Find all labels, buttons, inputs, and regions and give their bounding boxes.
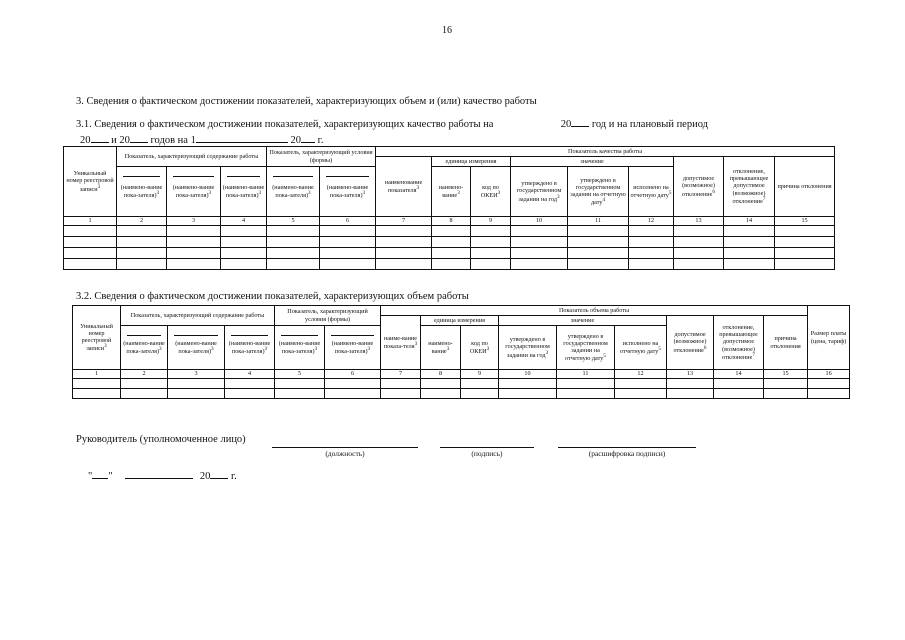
section-3-title: 3. Сведения о фактическом достижении показателей, характеризующих объем и (или) качество работы <box>76 96 537 107</box>
empty-cell <box>775 248 835 259</box>
empty-cell <box>167 259 221 270</box>
empty-cell <box>121 389 168 399</box>
empty-cell <box>461 379 499 389</box>
empty-cell <box>267 259 320 270</box>
year-blank <box>210 468 228 479</box>
s31-period-b: и 20 <box>111 135 130 146</box>
col-sub-name: (наимено-вание пока-зателя)$^3$ <box>325 326 381 370</box>
col-unique: Уникальный номер реестровой записи$^3$ <box>64 147 117 217</box>
empty-cell <box>511 259 568 270</box>
col-quality: Показатель качества работы <box>376 147 835 157</box>
col-sub-name: (наимено-вание пока-зателя)$^3$ <box>225 326 275 370</box>
column-number: 15 <box>775 217 835 226</box>
table-row <box>64 259 835 270</box>
column-number-row <box>64 217 835 226</box>
empty-cell <box>225 389 275 399</box>
empty-cell <box>674 226 724 237</box>
position-line <box>272 447 418 448</box>
empty-cell <box>471 226 511 237</box>
empty-cell <box>325 379 381 389</box>
empty-cell <box>568 237 629 248</box>
empty-cell <box>775 259 835 270</box>
empty-cell <box>764 389 808 399</box>
s31-period-line <box>80 132 323 146</box>
empty-cell <box>117 237 167 248</box>
empty-cell <box>471 259 511 270</box>
empty-cell <box>221 248 267 259</box>
column-number: 13 <box>667 370 714 379</box>
empty-cell <box>667 379 714 389</box>
empty-cell <box>121 379 168 389</box>
empty-cell <box>376 248 432 259</box>
empty-cell <box>320 226 376 237</box>
column-number-row <box>73 370 850 379</box>
col-content: Показатель, характеризующий содержание работы <box>117 147 267 167</box>
empty-cell <box>808 389 850 399</box>
empty-cell <box>511 237 568 248</box>
date-line <box>88 468 237 482</box>
column-number: 8 <box>432 217 471 226</box>
empty-cell <box>674 237 724 248</box>
empty-cell <box>325 389 381 399</box>
empty-cell <box>167 226 221 237</box>
empty-cell <box>568 226 629 237</box>
column-number: 9 <box>471 217 511 226</box>
s31-period-e: г. <box>317 135 324 146</box>
empty-cell <box>568 259 629 270</box>
empty-cell <box>421 389 461 399</box>
col-unit-name: наимено-вание$^3$ <box>432 167 471 217</box>
column-number: 2 <box>117 217 167 226</box>
col-sub-name: (наимено-вание пока-зателя)$^3$ <box>121 326 168 370</box>
column-number: 5 <box>275 370 325 379</box>
col-okei: код по ОКЕИ$^3$ <box>461 326 499 370</box>
s31-title-text: 3.1. Сведения о фактическом достижении показателей, характеризующих качество работы на <box>76 119 494 130</box>
empty-cell <box>221 259 267 270</box>
empty-cell <box>461 389 499 399</box>
s32-title: 3.2. Сведения о фактическом достижении показателей, характеризующих объем работы <box>76 291 469 302</box>
empty-cell <box>167 237 221 248</box>
empty-cell <box>557 389 615 399</box>
empty-cell <box>674 248 724 259</box>
empty-cell <box>511 248 568 259</box>
empty-cell <box>73 389 121 399</box>
empty-cell <box>221 226 267 237</box>
s31-period-c: годов на 1 <box>150 135 196 146</box>
empty-cell <box>629 259 674 270</box>
empty-cell <box>775 226 835 237</box>
empty-cell <box>267 248 320 259</box>
col-approved-year: утверждено в государственном задании на год$^3$ <box>511 167 568 217</box>
col-approved-year: утверждено в государственном задании на год$^3$ <box>499 326 557 370</box>
empty-cell <box>320 248 376 259</box>
empty-cell <box>421 379 461 389</box>
s31-title <box>76 116 708 130</box>
column-number: 1 <box>73 370 121 379</box>
empty-cell <box>568 248 629 259</box>
column-number: 11 <box>557 370 615 379</box>
page-number: 16 <box>442 25 452 36</box>
col-done: исполнено на отчетную дату$^5$ <box>615 326 667 370</box>
signature-caption: (подпись) <box>471 449 503 458</box>
col-exceed: отклонение, превышающее допустимое (возможное) отклонение$^7$ <box>714 316 764 370</box>
position-caption: (должность) <box>325 449 365 458</box>
column-number: 7 <box>381 370 421 379</box>
empty-cell <box>629 226 674 237</box>
empty-cell <box>471 248 511 259</box>
empty-cell <box>267 226 320 237</box>
empty-cell <box>320 259 376 270</box>
date-suffix: г. <box>230 471 237 482</box>
col-approved-date: утверждено в государственном задании на отчетную дату$^5$ <box>557 326 615 370</box>
empty-cell <box>64 237 117 248</box>
col-name-indicator: наиме-вание показа-теля$^3$ <box>381 316 421 370</box>
column-number: 10 <box>499 370 557 379</box>
col-name-indicator: наименование показателя$^3$ <box>376 157 432 217</box>
col-volume: Показатель объема работы <box>381 306 808 316</box>
date-quote-close: " <box>108 471 113 482</box>
column-number: 9 <box>461 370 499 379</box>
empty-cell <box>764 379 808 389</box>
col-exceed: отклонение, превышающее допустимое (возможное) отклонение$^7$ <box>724 157 775 217</box>
s31-period-d: 20 <box>290 135 301 146</box>
s31-year-prefix: 20 <box>560 119 572 130</box>
col-unique: Уникальный номер реестровой записи$^3$ <box>73 306 121 370</box>
empty-cell <box>267 237 320 248</box>
day-blank <box>92 468 108 479</box>
empty-cell <box>381 379 421 389</box>
col-sub-name: (наимено-вание пока-зателя)$^3$ <box>168 326 225 370</box>
col-okei: код по ОКЕИ$^3$ <box>471 167 511 217</box>
blank <box>130 132 148 143</box>
s31-period-a: 20 <box>80 135 91 146</box>
table-row <box>73 389 850 399</box>
table-row <box>64 226 835 237</box>
empty-cell <box>167 248 221 259</box>
column-number: 14 <box>714 370 764 379</box>
s31-year-suffix: год и на плановый период <box>591 119 709 130</box>
empty-cell <box>376 226 432 237</box>
empty-cell <box>381 389 421 399</box>
month-blank <box>125 468 193 479</box>
empty-cell <box>376 237 432 248</box>
column-number: 6 <box>320 217 376 226</box>
empty-cell <box>225 379 275 389</box>
col-unit-name: наимено-вание$^3$ <box>421 326 461 370</box>
table-row <box>64 248 835 259</box>
col-reason: причина отклонения <box>764 316 808 370</box>
column-number: 14 <box>724 217 775 226</box>
empty-cell <box>64 226 117 237</box>
empty-cell <box>64 259 117 270</box>
col-conditions: Показатель, характеризующий условия (формы) <box>275 306 381 326</box>
column-number: 4 <box>221 217 267 226</box>
signature-line <box>440 447 534 448</box>
decode-caption: (расшифровка подписи) <box>588 449 666 458</box>
col-sub-name: (наимено-вание пока-зателя)$^3$ <box>267 167 320 217</box>
empty-cell <box>275 379 325 389</box>
column-number: 15 <box>764 370 808 379</box>
column-number: 12 <box>615 370 667 379</box>
col-approved-date: утверждено в государственном задании на отчетную дату$^4$ <box>568 167 629 217</box>
empty-cell <box>557 379 615 389</box>
column-number: 16 <box>808 370 850 379</box>
blank <box>91 132 109 143</box>
column-number: 3 <box>167 217 221 226</box>
empty-cell <box>471 237 511 248</box>
col-allowed: допустимое (возможное) отклонение$^6$ <box>667 316 714 370</box>
col-sub-name: (наимено-вание пока-зателя)$^3$ <box>221 167 267 217</box>
col-reason: причина отклонения <box>775 157 835 217</box>
decode-line <box>558 447 696 448</box>
col-sub-name: (наимено-вание пока-зателя)$^3$ <box>320 167 376 217</box>
col-value: значение <box>499 316 667 326</box>
empty-cell <box>808 379 850 389</box>
col-done: исполнено на отчетную дату$^5$ <box>629 167 674 217</box>
column-number: 12 <box>629 217 674 226</box>
s31-year-blank <box>571 116 589 127</box>
empty-cell <box>775 237 835 248</box>
empty-cell <box>724 248 775 259</box>
column-number: 4 <box>225 370 275 379</box>
empty-cell <box>168 379 225 389</box>
quality-table <box>63 146 835 270</box>
col-sub-name: (наимено-вание пока-зателя)$^3$ <box>275 326 325 370</box>
empty-cell <box>499 389 557 399</box>
empty-cell <box>168 389 225 399</box>
column-number: 8 <box>421 370 461 379</box>
table-row <box>73 379 850 389</box>
empty-cell <box>73 379 121 389</box>
column-number: 3 <box>168 370 225 379</box>
empty-cell <box>117 259 167 270</box>
empty-cell <box>275 389 325 399</box>
empty-cell <box>64 248 117 259</box>
col-fee: Размер платы (цена, тариф) <box>808 306 850 370</box>
empty-cell <box>221 237 267 248</box>
empty-cell <box>674 259 724 270</box>
empty-cell <box>117 226 167 237</box>
empty-cell <box>667 389 714 399</box>
table-row <box>64 237 835 248</box>
blank <box>196 132 288 143</box>
empty-cell <box>724 259 775 270</box>
col-conditions: Показатель, характеризующий условия (формы) <box>267 147 376 167</box>
blank <box>301 132 315 143</box>
empty-cell <box>432 237 471 248</box>
column-number: 2 <box>121 370 168 379</box>
date-quote-open: " <box>88 471 93 482</box>
empty-cell <box>432 259 471 270</box>
empty-cell <box>629 237 674 248</box>
col-value: значение <box>511 157 674 167</box>
empty-cell <box>714 379 764 389</box>
empty-cell <box>615 389 667 399</box>
column-number: 5 <box>267 217 320 226</box>
col-unit: единица измерения <box>432 157 511 167</box>
signatory-label: Руководитель (уполномоченное лицо) <box>76 434 246 445</box>
col-allowed: допустимое (возможное) отклонение$^6$ <box>674 157 724 217</box>
empty-cell <box>511 226 568 237</box>
column-number: 7 <box>376 217 432 226</box>
empty-cell <box>432 248 471 259</box>
empty-cell <box>117 248 167 259</box>
empty-cell <box>724 226 775 237</box>
column-number: 1 <box>64 217 117 226</box>
col-sub-name: (наимено-вание пока-зателя)$^3$ <box>167 167 221 217</box>
col-content: Показатель, характеризующий содержание работы <box>121 306 275 326</box>
column-number: 13 <box>674 217 724 226</box>
empty-cell <box>376 259 432 270</box>
empty-cell <box>629 248 674 259</box>
empty-cell <box>320 237 376 248</box>
date-year-prefix: 20 <box>199 471 211 482</box>
column-number: 6 <box>325 370 381 379</box>
col-sub-name: (наимено-вание пока-зателя)$^3$ <box>117 167 167 217</box>
col-unit: единица измерения <box>421 316 499 326</box>
empty-cell <box>432 226 471 237</box>
volume-table <box>72 305 850 399</box>
empty-cell <box>615 379 667 389</box>
empty-cell <box>499 379 557 389</box>
empty-cell <box>724 237 775 248</box>
column-number: 11 <box>568 217 629 226</box>
column-number: 10 <box>511 217 568 226</box>
empty-cell <box>714 389 764 399</box>
